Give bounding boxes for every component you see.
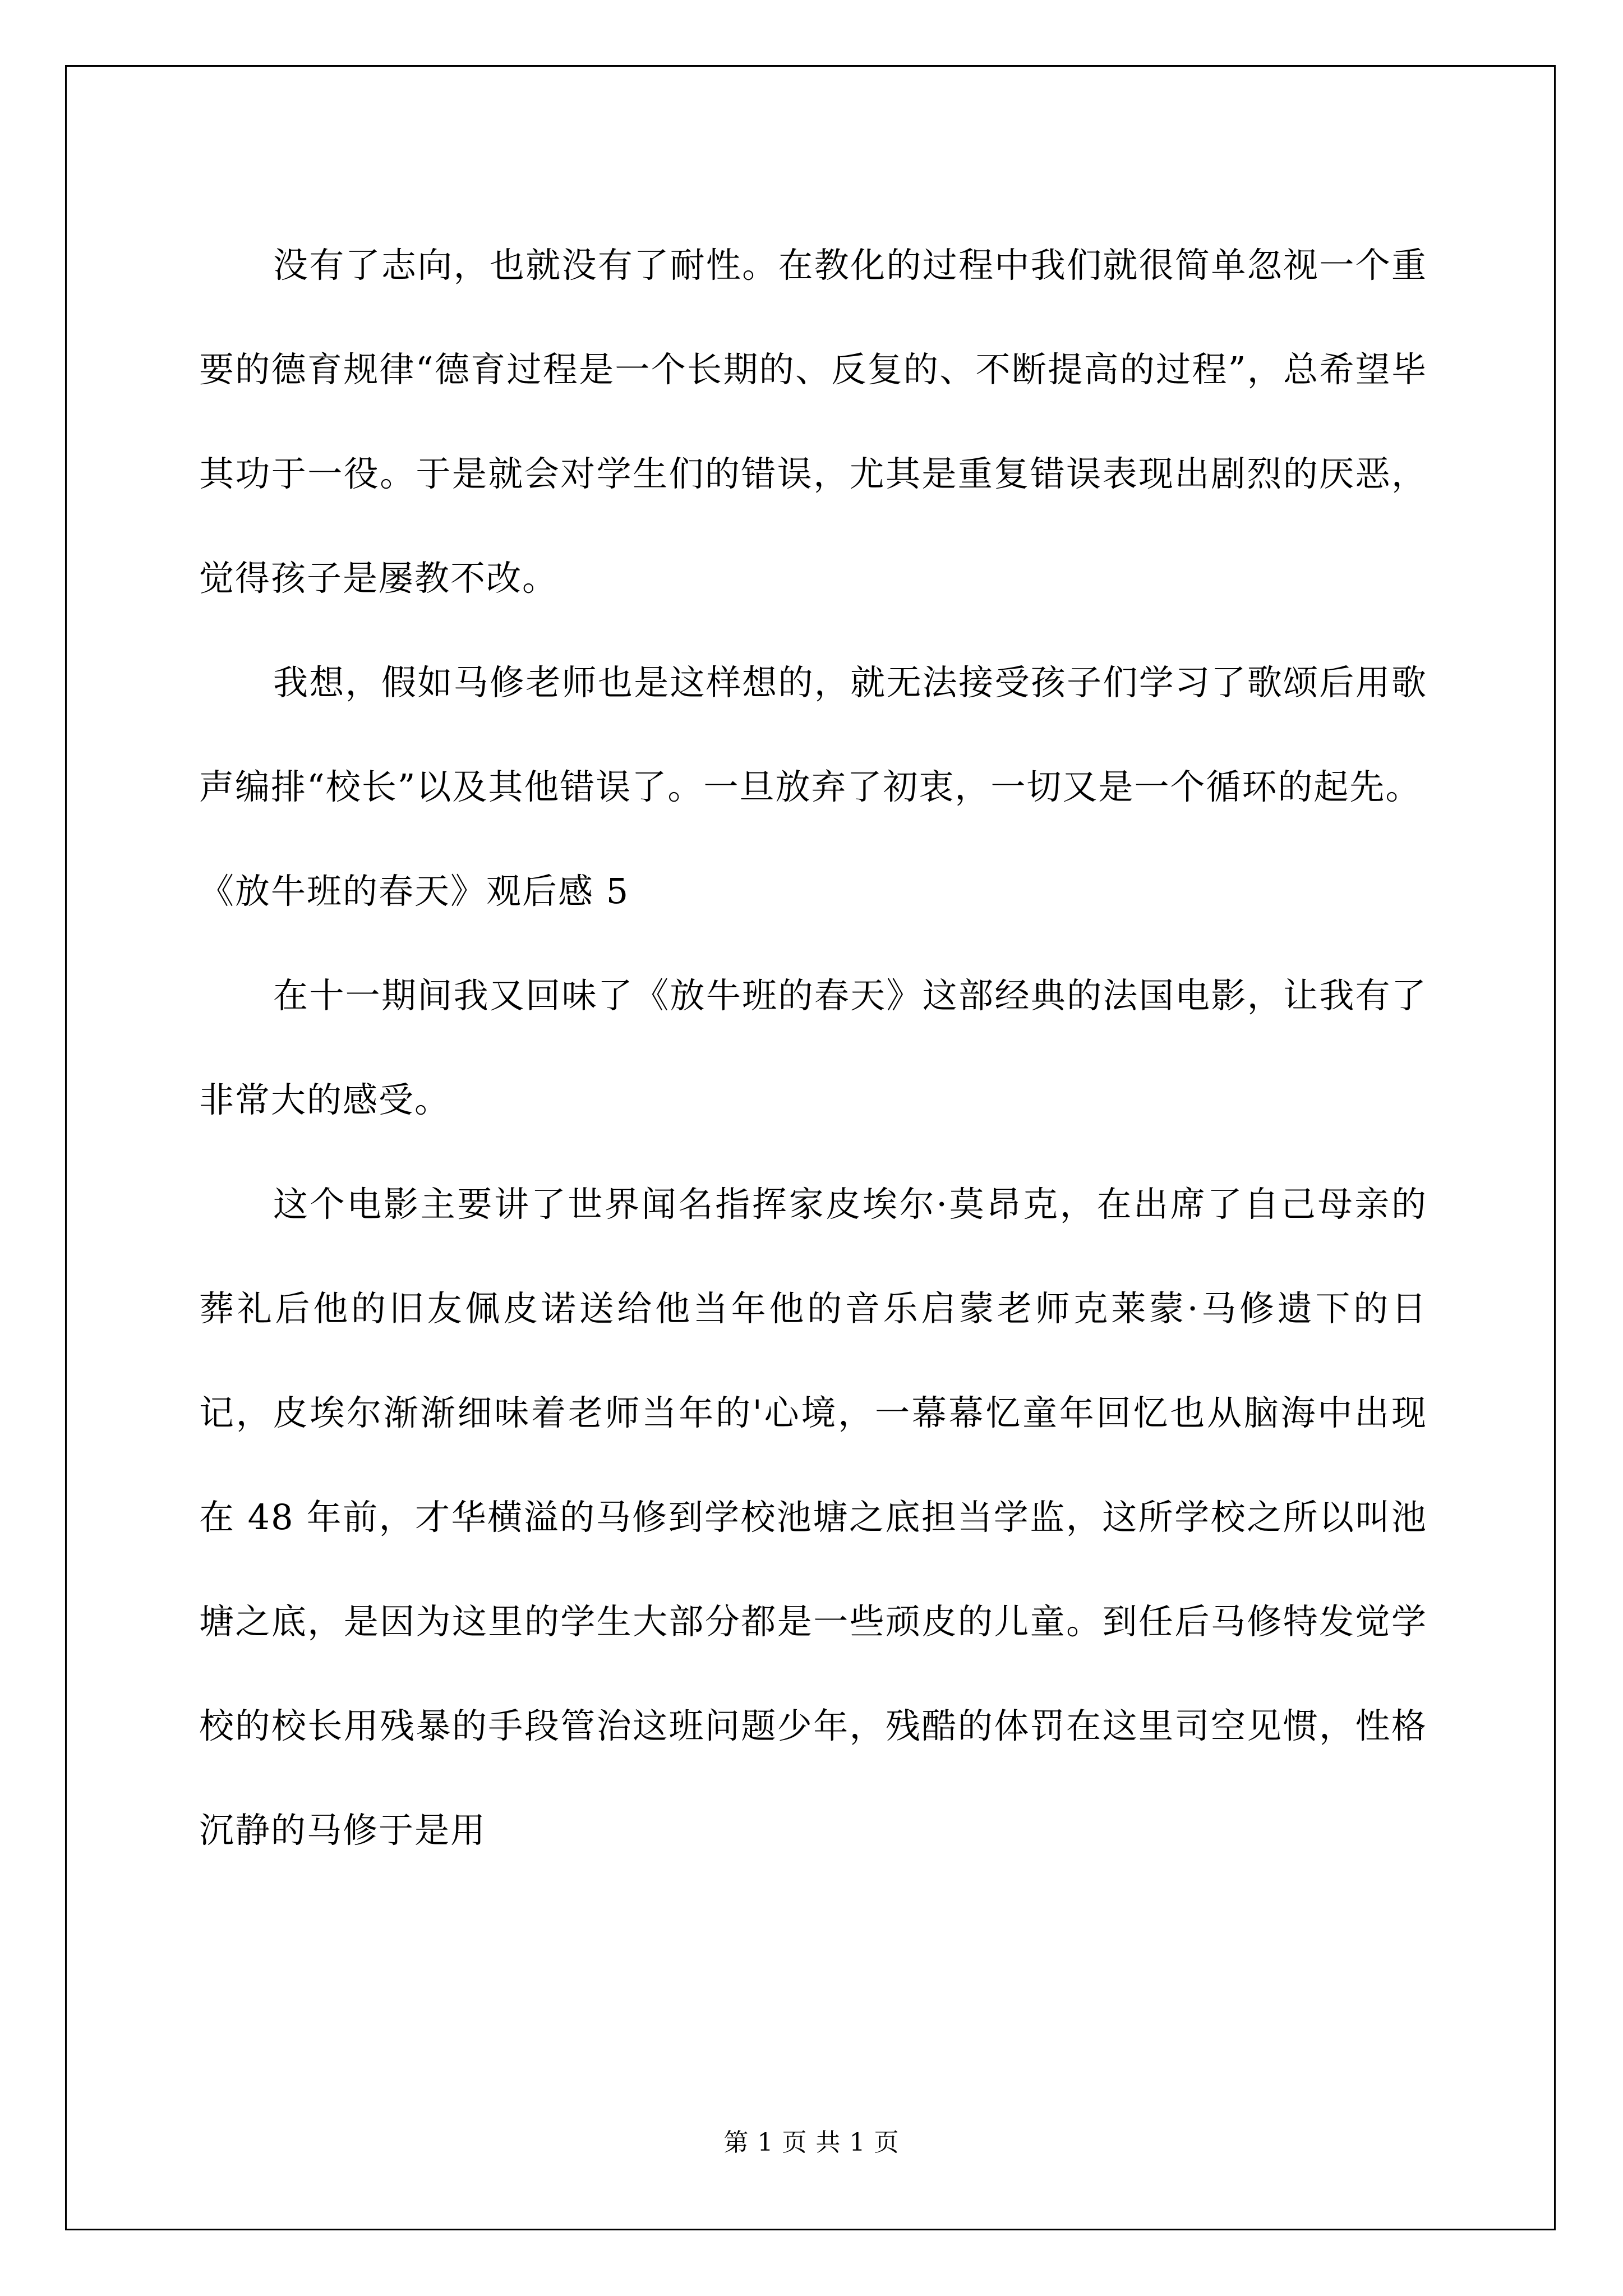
paragraph-4: 这个电影主要讲了世界闻名指挥家皮埃尔·莫昂克，在出席了自己母亲的葬礼后他的旧友佩皮诺送给他当年他的音乐启蒙老师克莱蒙·马修遗下的日记，皮埃尔渐渐细味着老师当年的'心境，一幕幕忆童年回忆也从脑海中出现在 48 年前，才华横溢的马修到学校池塘之底担当学监，这所学校之所以叫池塘之底，是因为这里的学生大部分都是一些顽皮的儿童。到任后马修特发觉学校的校长用残暴的手段管治这班问题少年，残酷的体罚在这里司空见惯，性格沉静的马修于是用	[199, 1184, 1427, 1851]
paragraph-3: 在十一期间我又回味了《放牛班的春天》这部经典的法国电影，让我有了非常大的感受。	[199, 975, 1427, 1120]
document-body	[199, 213, 1427, 1883]
section-heading: 《放牛班的春天》观后感 5	[199, 871, 630, 912]
paragraph-2: 我想，假如马修老师也是这样想的，就无法接受孩子们学习了歌颂后用歌声编排“校长”以及其他错误了。一旦放弃了初衷，一切又是一个循环的起先。	[199, 662, 1427, 807]
page-number-footer: 第 1 页 共 1 页	[723, 2128, 900, 2157]
paragraph-1: 没有了志向，也就没有了耐性。在教化的过程中我们就很简单忽视一个重要的德育规律“德育过程是一个长期的、反复的、不断提高的过程”，总希望毕其功于一役。于是就会对学生们的错误，尤其是重复错误表现出剧烈的厌恶，觉得孩子是屡教不改。	[199, 245, 1427, 599]
